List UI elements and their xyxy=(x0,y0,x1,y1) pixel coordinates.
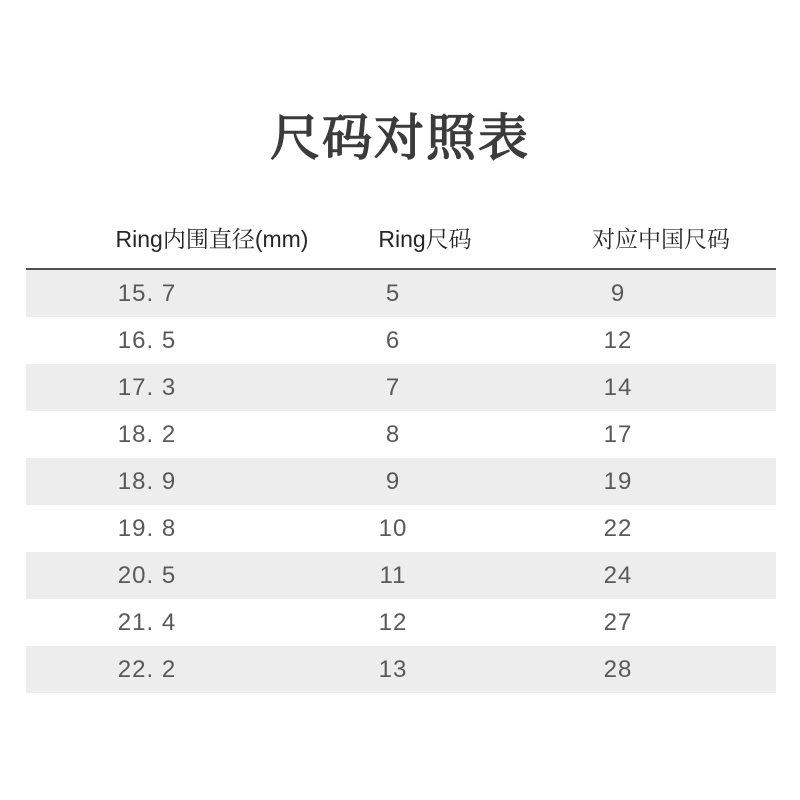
ring-size-cell: 5 xyxy=(385,279,401,307)
ring-size-cell: 9 xyxy=(385,467,401,495)
ring-size-cell: 6 xyxy=(385,326,401,354)
cn-size-cell: 28 xyxy=(603,655,633,683)
table-row xyxy=(26,458,776,505)
diameter-cell: 17. 3 xyxy=(117,373,177,401)
size-table-body xyxy=(26,268,776,693)
table-row xyxy=(26,270,776,317)
table-row xyxy=(26,411,776,458)
cn-size-cell: 22 xyxy=(603,514,633,542)
table-row xyxy=(26,552,776,599)
ring-size-cell: 12 xyxy=(378,608,408,636)
column-header-cn-size: 对应中国尺码 xyxy=(592,226,730,252)
ring-size-cell: 7 xyxy=(385,373,401,401)
table-row xyxy=(26,505,776,552)
cn-size-cell: 24 xyxy=(603,561,633,589)
cn-size-cell: 14 xyxy=(603,373,633,401)
cn-size-cell: 17 xyxy=(603,420,633,448)
table-row xyxy=(26,364,776,411)
ring-size-cell: 10 xyxy=(378,514,408,542)
page-title: 尺码对照表 xyxy=(270,110,530,166)
cn-size-cell: 27 xyxy=(603,608,633,636)
table-header-row xyxy=(0,224,800,254)
column-header-diameter: Ring内围直径(mm) xyxy=(115,226,309,252)
diameter-cell: 22. 2 xyxy=(117,655,177,683)
diameter-cell: 21. 4 xyxy=(117,608,177,636)
column-header-ring-size: Ring尺码 xyxy=(378,226,472,252)
table-row xyxy=(26,599,776,646)
cn-size-cell: 19 xyxy=(603,467,633,495)
cn-size-cell: 12 xyxy=(603,326,633,354)
table-row xyxy=(26,646,776,693)
diameter-cell: 20. 5 xyxy=(117,561,177,589)
table-row xyxy=(26,317,776,364)
diameter-cell: 18. 2 xyxy=(117,420,177,448)
cn-size-cell: 9 xyxy=(610,279,626,307)
ring-size-cell: 8 xyxy=(385,420,401,448)
ring-size-cell: 11 xyxy=(379,561,407,589)
diameter-cell: 15. 7 xyxy=(117,279,177,307)
diameter-cell: 16. 5 xyxy=(117,326,177,354)
diameter-cell: 19. 8 xyxy=(117,514,177,542)
diameter-cell: 18. 9 xyxy=(117,467,177,495)
ring-size-cell: 13 xyxy=(378,655,408,683)
